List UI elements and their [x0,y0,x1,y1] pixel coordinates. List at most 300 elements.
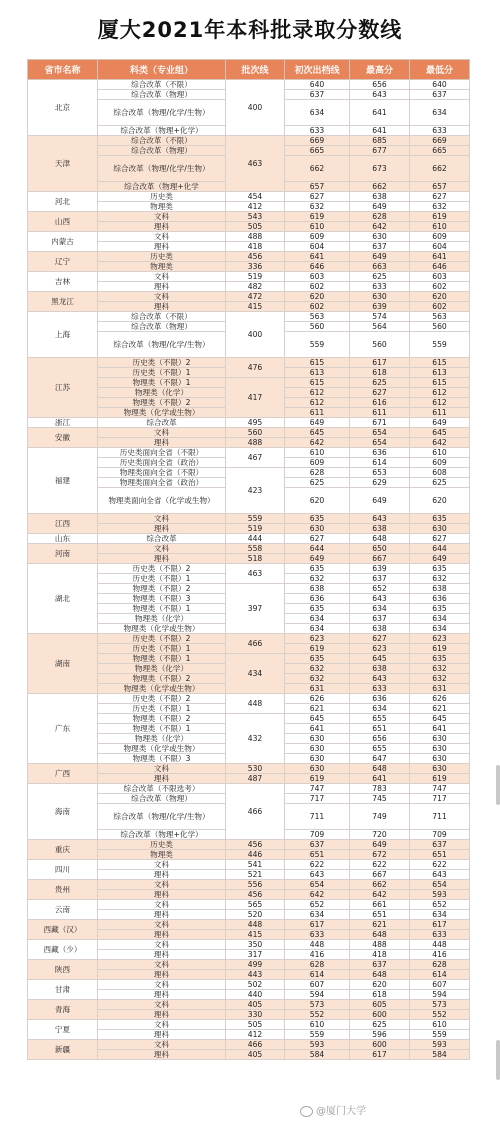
category-cell: 历史类面向全省（政治） [98,458,226,468]
min-score-cell: 593 [410,890,470,900]
category-cell: 综合改革（物理） [98,146,226,156]
max-score-cell: 654 [350,428,410,438]
category-cell: 物理类（化学或生物） [98,408,226,418]
min-score-cell: 652 [410,900,470,910]
batch-line-cell: 559 [226,514,285,524]
header-category: 科类（专业组） [98,60,226,80]
first-line-cell: 632 [285,202,350,212]
batch-line-cell: 565 [226,900,285,910]
max-score-cell: 651 [350,910,410,920]
category-cell: 综合改革（物理） [98,90,226,100]
min-score-cell: 669 [410,136,470,146]
first-line-cell: 643 [285,870,350,880]
max-score-cell: 649 [350,840,410,850]
first-line-cell: 635 [285,654,350,664]
watermark-text: @厦门大学 [316,1106,366,1117]
max-score-cell: 643 [350,594,410,604]
min-score-cell: 594 [410,990,470,1000]
category-cell: 物理类面向全省（政治） [98,478,226,488]
min-score-cell: 634 [410,910,470,920]
table-row [28,232,470,242]
category-cell: 文科 [98,960,226,970]
weibo-icon [300,1106,313,1117]
batch-line-cell: 415 [226,930,285,940]
first-line-cell: 609 [285,458,350,468]
min-score-cell: 632 [410,674,470,684]
max-score-cell: 614 [350,458,410,468]
min-score-cell: 620 [410,292,470,302]
first-line-cell: 645 [285,714,350,724]
category-cell: 综合改革（不限） [98,136,226,146]
min-score-cell: 636 [410,594,470,604]
batch-line-cell: 543 [226,212,285,222]
max-score-cell: 642 [350,890,410,900]
first-line-cell: 603 [285,272,350,282]
min-score-cell: 612 [410,398,470,408]
category-cell: 综合改革（物理+化学 [98,182,226,192]
batch-line-cell: 456 [226,890,285,900]
min-score-cell: 619 [410,774,470,784]
first-line-cell: 584 [285,1050,350,1060]
table-row [28,840,470,850]
min-score-cell: 621 [410,704,470,714]
min-score-cell: 635 [410,604,470,614]
table-row [28,418,470,428]
first-line-cell: 552 [285,1010,350,1020]
province-cell: 天津 [28,136,98,192]
min-score-cell: 610 [410,222,470,232]
first-line-cell: 448 [285,940,350,950]
scrollbar-thumb-upper[interactable] [496,765,500,805]
max-score-cell: 637 [350,574,410,584]
max-score-cell: 637 [350,242,410,252]
max-score-cell: 643 [350,514,410,524]
first-line-cell: 636 [285,594,350,604]
min-score-cell: 630 [410,744,470,754]
category-cell: 物理类 [98,262,226,272]
first-line-cell: 709 [285,830,350,840]
category-cell: 理科 [98,1010,226,1020]
min-score-cell: 632 [410,664,470,674]
table-row [28,252,470,262]
batch-line-cell: 418 [226,242,285,252]
max-score-cell: 651 [350,724,410,734]
min-score-cell: 608 [410,468,470,478]
category-cell: 物理类面向全省（不限） [98,468,226,478]
batch-line-cell: 488 [226,232,285,242]
category-cell: 综合改革（物理/化学/生物） [98,156,226,182]
max-score-cell: 662 [350,880,410,890]
max-score-cell: 488 [350,940,410,950]
province-cell: 西藏（汉） [28,920,98,940]
min-score-cell: 627 [410,534,470,544]
max-score-cell: 673 [350,156,410,182]
category-cell: 文科 [98,920,226,930]
category-cell: 物理类（不限）1 [98,604,226,614]
category-cell: 历史类 [98,192,226,202]
max-score-cell: 745 [350,794,410,804]
category-cell: 文科 [98,232,226,242]
category-cell: 历史类（不限）1 [98,644,226,654]
first-line-cell: 634 [285,910,350,920]
batch-line-cell: 446 [226,850,285,860]
batch-line-cell: 415 [226,302,285,312]
category-cell: 理科 [98,282,226,292]
max-score-cell: 639 [350,564,410,574]
min-score-cell: 617 [410,920,470,930]
category-cell: 理科 [98,438,226,448]
province-cell: 内蒙古 [28,232,98,252]
category-cell: 综合改革（物理/化学/生物） [98,332,226,358]
province-cell: 陕西 [28,960,98,980]
batch-line-cell: 432 [226,714,285,764]
max-score-cell: 720 [350,830,410,840]
first-line-cell: 619 [285,774,350,784]
category-cell: 物理类（不限）2 [98,398,226,408]
first-line-cell: 594 [285,990,350,1000]
province-cell: 西藏（少） [28,940,98,960]
first-line-cell: 649 [285,554,350,564]
category-cell: 文科 [98,1040,226,1050]
category-cell: 历史类（不限）1 [98,704,226,714]
category-cell: 历史类（不限）2 [98,634,226,644]
batch-line-cell: 317 [226,950,285,960]
category-cell: 物理类（不限）2 [98,714,226,724]
first-line-cell: 560 [285,322,350,332]
first-line-cell: 609 [285,232,350,242]
first-line-cell: 573 [285,1000,350,1010]
first-line-cell: 657 [285,182,350,192]
max-score-cell: 656 [350,734,410,744]
scrollbar-thumb-lower[interactable] [496,1040,500,1080]
batch-line-cell: 350 [226,940,285,950]
first-line-cell: 559 [285,1030,350,1040]
min-score-cell: 635 [410,514,470,524]
min-score-cell: 610 [410,1020,470,1030]
first-line-cell: 593 [285,1040,350,1050]
max-score-cell: 627 [350,388,410,398]
min-score-cell: 622 [410,860,470,870]
min-score-cell: 747 [410,784,470,794]
header-max-score: 最高分 [350,60,410,80]
first-line-cell: 637 [285,840,350,850]
first-line-cell: 649 [285,418,350,428]
min-score-cell: 640 [410,80,470,90]
batch-line-cell: 487 [226,774,285,784]
min-score-cell: 641 [410,252,470,262]
min-score-cell: 662 [410,156,470,182]
min-score-cell: 651 [410,850,470,860]
province-cell: 河北 [28,192,98,212]
max-score-cell: 620 [350,980,410,990]
max-score-cell: 625 [350,378,410,388]
batch-line-cell: 440 [226,990,285,1000]
category-cell: 文科 [98,428,226,438]
min-score-cell: 644 [410,544,470,554]
table-row [28,694,470,704]
max-score-cell: 656 [350,80,410,90]
first-line-cell: 642 [285,890,350,900]
first-line-cell: 634 [285,624,350,634]
max-score-cell: 625 [350,1020,410,1030]
batch-line-cell: 456 [226,252,285,262]
category-cell: 物理类面向全省（化学或生物） [98,488,226,514]
first-line-cell: 619 [285,212,350,222]
max-score-cell: 641 [350,126,410,136]
min-score-cell: 559 [410,332,470,358]
max-score-cell: 650 [350,544,410,554]
batch-line-cell: 412 [226,1030,285,1040]
min-score-cell: 637 [410,90,470,100]
batch-line-cell: 336 [226,262,285,272]
table-body [28,80,470,1060]
max-score-cell: 618 [350,990,410,1000]
province-cell: 山西 [28,212,98,232]
category-cell: 理科 [98,302,226,312]
max-score-cell: 654 [350,438,410,448]
max-score-cell: 649 [350,252,410,262]
batch-line-cell: 530 [226,764,285,774]
category-cell: 物理类（化学） [98,614,226,624]
table-row [28,192,470,202]
first-line-cell: 641 [285,252,350,262]
first-line-cell: 634 [285,100,350,126]
category-cell: 物理类（不限）1 [98,724,226,734]
category-cell: 文科 [98,292,226,302]
first-line-cell: 627 [285,192,350,202]
max-score-cell: 672 [350,850,410,860]
batch-line-cell: 405 [226,1000,285,1010]
min-score-cell: 641 [410,724,470,734]
category-cell: 历史类（不限）1 [98,368,226,378]
first-line-cell: 637 [285,90,350,100]
first-line-cell: 620 [285,292,350,302]
min-score-cell: 613 [410,368,470,378]
category-cell: 综合改革 [98,534,226,544]
max-score-cell: 643 [350,90,410,100]
first-line-cell: 632 [285,664,350,674]
max-score-cell: 630 [350,232,410,242]
batch-line-cell: 502 [226,980,285,990]
min-score-cell: 717 [410,794,470,804]
batch-line-cell: 560 [226,428,285,438]
min-score-cell: 563 [410,312,470,322]
max-score-cell: 667 [350,870,410,880]
batch-line-cell: 558 [226,544,285,554]
province-cell: 云南 [28,900,98,920]
first-line-cell: 610 [285,222,350,232]
min-score-cell: 657 [410,182,470,192]
batch-line-cell: 434 [226,654,285,694]
category-cell: 文科 [98,544,226,554]
category-cell: 物理类（化学） [98,734,226,744]
max-score-cell: 636 [350,448,410,458]
batch-line-cell: 521 [226,870,285,880]
min-score-cell: 609 [410,458,470,468]
max-score-cell: 648 [350,970,410,980]
batch-line-cell: 472 [226,292,285,302]
category-cell: 综合改革（物理/化学/生物） [98,804,226,830]
batch-line-cell: 499 [226,960,285,970]
min-score-cell: 612 [410,388,470,398]
first-line-cell: 652 [285,900,350,910]
max-score-cell: 641 [350,774,410,784]
admission-score-table [27,59,470,1060]
table-row [28,860,470,870]
min-score-cell: 646 [410,262,470,272]
max-score-cell: 649 [350,202,410,212]
category-cell: 理科 [98,910,226,920]
header-first-line: 初次出档线 [285,60,350,80]
first-line-cell: 612 [285,388,350,398]
first-line-cell: 611 [285,408,350,418]
category-cell: 历史类面向全省（不限） [98,448,226,458]
max-score-cell: 634 [350,604,410,614]
province-cell: 福建 [28,448,98,514]
category-cell: 物理类（化学或生物） [98,624,226,634]
province-cell: 甘肃 [28,980,98,1000]
category-cell: 历史类 [98,252,226,262]
min-score-cell: 416 [410,950,470,960]
batch-line-cell: 448 [226,694,285,714]
batch-line-cell: 412 [226,202,285,212]
min-score-cell: 560 [410,322,470,332]
min-score-cell: 637 [410,840,470,850]
max-score-cell: 574 [350,312,410,322]
province-cell: 贵州 [28,880,98,900]
min-score-cell: 634 [410,624,470,634]
category-cell: 文科 [98,514,226,524]
first-line-cell: 615 [285,378,350,388]
max-score-cell: 638 [350,524,410,534]
first-line-cell: 602 [285,302,350,312]
max-score-cell: 648 [350,930,410,940]
category-cell: 文科 [98,860,226,870]
batch-line-cell: 443 [226,970,285,980]
first-line-cell: 633 [285,930,350,940]
min-score-cell: 628 [410,960,470,970]
max-score-cell: 622 [350,860,410,870]
min-score-cell: 552 [410,1010,470,1020]
first-line-cell: 623 [285,634,350,644]
max-score-cell: 634 [350,704,410,714]
batch-line-cell: 556 [226,880,285,890]
first-line-cell: 614 [285,970,350,980]
first-line-cell: 630 [285,524,350,534]
category-cell: 物理类 [98,850,226,860]
province-cell: 四川 [28,860,98,880]
max-score-cell: 636 [350,694,410,704]
first-line-cell: 640 [285,80,350,90]
table-row [28,544,470,554]
first-line-cell: 628 [285,468,350,478]
max-score-cell: 600 [350,1040,410,1050]
min-score-cell: 642 [410,438,470,448]
category-cell: 物理类（不限）1 [98,378,226,388]
first-line-cell: 633 [285,126,350,136]
category-cell: 综合改革 [98,418,226,428]
province-cell: 浙江 [28,418,98,428]
min-score-cell: 638 [410,584,470,594]
first-line-cell: 630 [285,754,350,764]
min-score-cell: 645 [410,714,470,724]
min-score-cell: 632 [410,202,470,212]
category-cell: 历史类（不限）1 [98,574,226,584]
first-line-cell: 612 [285,398,350,408]
min-score-cell: 603 [410,272,470,282]
min-score-cell: 602 [410,302,470,312]
province-cell: 江苏 [28,358,98,418]
min-score-cell: 604 [410,242,470,252]
province-cell: 黑龙江 [28,292,98,312]
max-score-cell: 663 [350,262,410,272]
first-line-cell: 615 [285,358,350,368]
max-score-cell: 630 [350,292,410,302]
category-cell: 理科 [98,1030,226,1040]
first-line-cell: 669 [285,136,350,146]
max-score-cell: 605 [350,1000,410,1010]
batch-line-cell: 463 [226,564,285,584]
category-cell: 文科 [98,900,226,910]
max-score-cell: 596 [350,1030,410,1040]
table-row [28,784,470,794]
first-line-cell: 563 [285,312,350,322]
min-score-cell: 626 [410,694,470,704]
province-cell: 辽宁 [28,252,98,272]
max-score-cell: 618 [350,368,410,378]
table-row [28,880,470,890]
max-score-cell: 418 [350,950,410,960]
table-row [28,534,470,544]
category-cell: 文科 [98,764,226,774]
province-cell: 宁夏 [28,1020,98,1040]
min-score-cell: 619 [410,644,470,654]
first-line-cell: 665 [285,146,350,156]
max-score-cell: 616 [350,398,410,408]
first-line-cell: 610 [285,448,350,458]
table-row [28,920,470,930]
category-cell: 历史类（不限）2 [98,358,226,368]
min-score-cell: 633 [410,126,470,136]
first-line-cell: 635 [285,514,350,524]
min-score-cell: 630 [410,524,470,534]
batch-line-cell: 423 [226,468,285,514]
batch-line-cell: 400 [226,80,285,136]
category-cell: 文科 [98,1000,226,1010]
category-cell: 文科 [98,1020,226,1030]
table-row [28,960,470,970]
category-cell: 物理类（不限）3 [98,754,226,764]
first-line-cell: 654 [285,880,350,890]
first-line-cell: 642 [285,438,350,448]
min-score-cell: 627 [410,192,470,202]
category-cell: 综合改革（物理+化学） [98,126,226,136]
category-cell: 文科 [98,272,226,282]
max-score-cell: 685 [350,136,410,146]
max-score-cell: 637 [350,960,410,970]
category-cell: 物理类（化学或生物） [98,684,226,694]
table-row [28,634,470,644]
first-line-cell: 646 [285,262,350,272]
batch-line-cell: 476 [226,358,285,378]
table-row [28,312,470,322]
max-score-cell: 647 [350,754,410,764]
min-score-cell: 634 [410,100,470,126]
first-line-cell: 632 [285,674,350,684]
max-score-cell: 621 [350,920,410,930]
first-line-cell: 651 [285,850,350,860]
category-cell: 物理类（化学） [98,664,226,674]
